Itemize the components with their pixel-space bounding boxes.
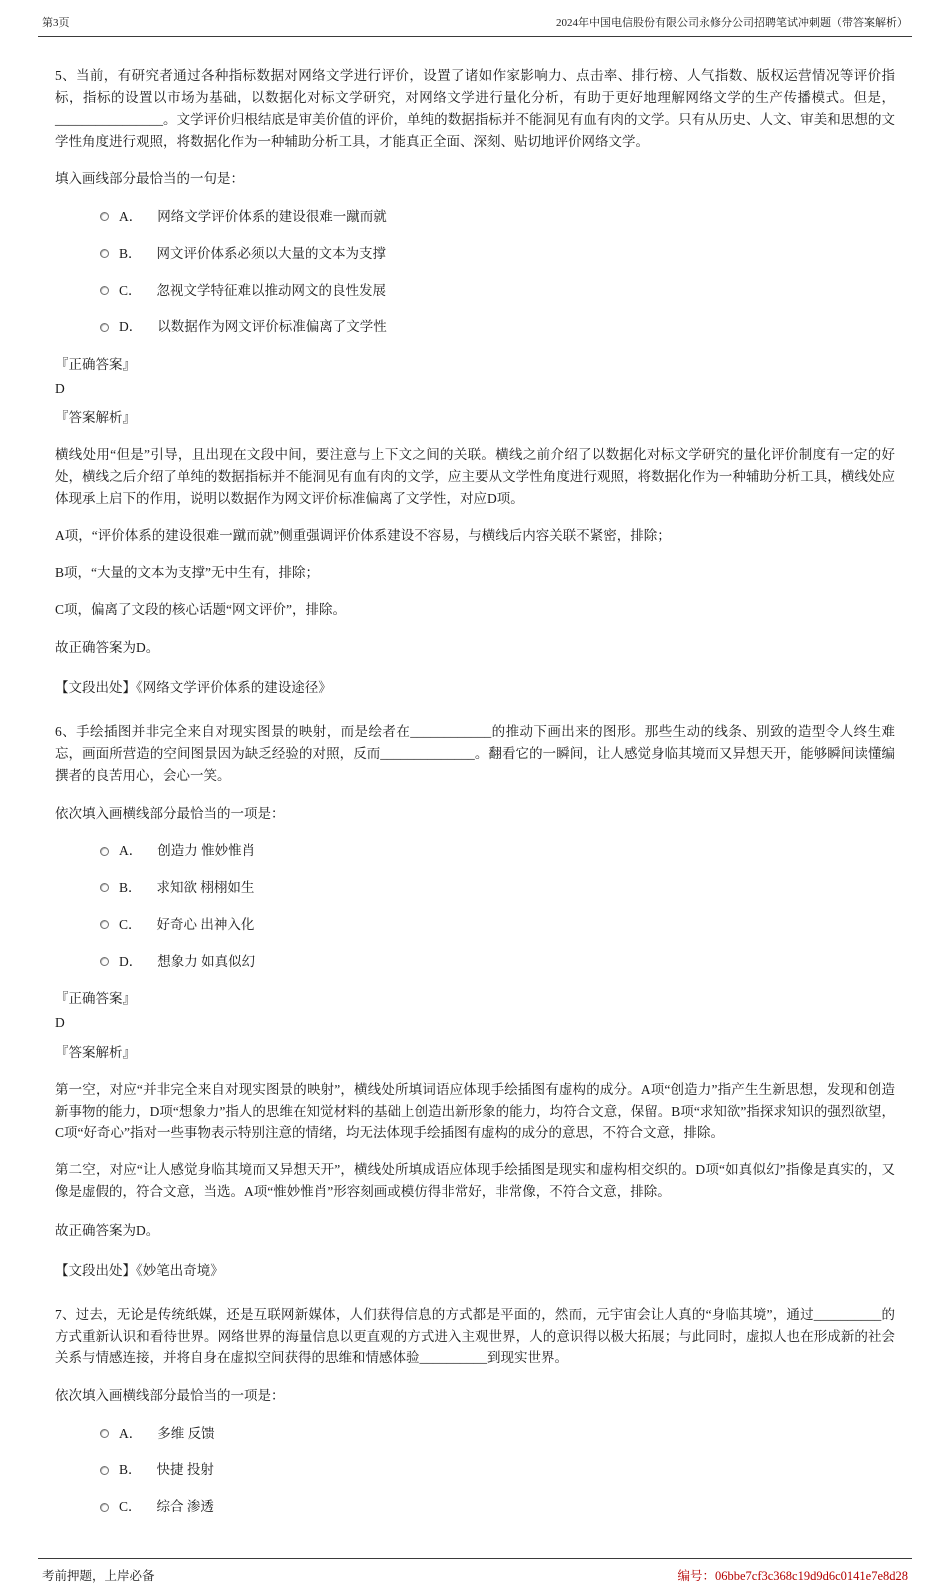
answer-label: 『正确答案』 (55, 356, 136, 372)
option-label: A． (119, 208, 143, 224)
analysis-paragraph: B项，“大量的文本为支撑”无中生有，排除； (55, 564, 319, 580)
question-prompt: 填入画线部分最恰当的一句是： (55, 171, 244, 187)
serial-number: 编号：06bbe7cf3c368c19d9d6c0141e7e8d28 (677, 1568, 908, 1583)
analysis-paragraph: C项，偏离了文段的核心话题“网文评价”，排除。 (55, 601, 346, 617)
analysis-label: 『答案解析』 (55, 410, 136, 426)
source-note: 【文段出处】《网络文学评价体系的建设途径》 (55, 680, 332, 696)
option-label: B． (119, 1462, 142, 1478)
option-c[interactable] (100, 272, 895, 309)
option-a[interactable] (100, 1415, 895, 1452)
analysis-label: 『答案解析』 (55, 1044, 136, 1060)
option-label: A． (119, 843, 143, 859)
analysis-paragraph: 第二空，对应“让人感觉身临其境而又异想天开”，横线处所填成语应体现手绘插图是现实和虚构相交织的。D项“如真似幻”指像是真实的，又像是虚假的，符合文意，当选。A项“惟妙惟肖”形容刻画或模仿得非常好，非常像，不符合文意，排除。 (55, 1162, 895, 1200)
option-b[interactable] (100, 235, 895, 272)
option-c[interactable] (100, 906, 895, 943)
option-text: 网络文学评价体系的建设很难一蹴而就 (157, 208, 387, 224)
option-label: A． (119, 1425, 143, 1441)
analysis-paragraph: 横线处用“但是”引导，且出现在文段中间，要注意与上下文之间的关联。横线之前介绍了以数据化对标文学研究的量化评价制度有一定的好处，横线之后介绍了单纯的数据指标并不能洞见有血有肉的文学，应主要从文学性角度进行观照，将数据化作为一种辅助分析工具，横线处应体现承上启下的作用，说明以数据作为网文评价标准偏离了文学性，对应D项。 (55, 447, 895, 507)
option-text: 多维 反馈 (157, 1425, 215, 1441)
question-prompt: 依次填入画横线部分最恰当的一项是： (55, 1388, 285, 1404)
page-footer (38, 1558, 912, 1596)
footer-slogan: 考前押题，上岸必备 (42, 1568, 155, 1583)
option-label: D． (119, 319, 143, 335)
page-number: 第3页 (42, 17, 70, 29)
option-b[interactable] (100, 869, 895, 906)
page-header (38, 0, 912, 37)
radio-button-icon[interactable] (100, 1429, 109, 1438)
option-text: 综合 渗透 (156, 1499, 214, 1515)
radio-button-icon[interactable] (100, 847, 109, 856)
answer-value: D (55, 1014, 65, 1030)
option-c[interactable] (100, 1489, 895, 1526)
analysis-paragraph: A项，“评价体系的建设很难一蹴而就”侧重强调评价体系建设不容易，与横线后内容关联不紧密，排除； (55, 527, 671, 543)
option-text: 快捷 投射 (156, 1462, 214, 1478)
option-a[interactable] (100, 198, 895, 235)
radio-button-icon[interactable] (100, 286, 109, 295)
radio-button-icon[interactable] (100, 1503, 109, 1512)
option-text: 创造力 惟妙惟肖 (157, 843, 256, 859)
document-content (38, 37, 912, 1558)
option-label: C． (119, 916, 142, 932)
radio-button-icon[interactable] (100, 249, 109, 258)
source-note: 【文段出处】《妙笔出奇境》 (55, 1262, 224, 1278)
answer-label: 『正确答案』 (55, 991, 136, 1007)
options-list (100, 1415, 895, 1526)
radio-button-icon[interactable] (100, 920, 109, 929)
radio-button-icon[interactable] (100, 212, 109, 221)
option-label: C． (119, 282, 142, 298)
document-title: 2024年中国电信股份有限公司永修分公司招聘笔试冲刺题（带答案解析） (556, 17, 908, 29)
question-6 (55, 721, 895, 1281)
question-prompt: 依次填入画横线部分最恰当的一项是： (55, 805, 285, 821)
conclusion: 故正确答案为D。 (55, 640, 160, 656)
option-label: B． (119, 245, 142, 261)
options-list (100, 833, 895, 980)
option-text: 好奇心 出神入化 (156, 916, 255, 932)
option-label: B． (119, 879, 142, 895)
radio-button-icon[interactable] (100, 883, 109, 892)
radio-button-icon[interactable] (100, 957, 109, 966)
answer-value: D (55, 380, 65, 396)
option-text: 以数据作为网文评价标准偏离了文学性 (157, 319, 387, 335)
option-label: C． (119, 1499, 142, 1515)
option-a[interactable] (100, 833, 895, 870)
option-d[interactable] (100, 309, 895, 346)
analysis-paragraph: 第一空，对应“并非完全来自对现实图景的映射”，横线处所填词语应体现手绘插图有虚构的成分。A项“创造力”指产生生新思想，发现和创造新事物的能力，D项“想象力”指人的思维在知觉材料的基础上创造出新形象的能力，均符合文意，保留。B项“求知欲”指探求知识的强烈欲望，C项“好奇心”指对一些事物表示特别注意的情绪，均无法体现手绘插图有虚构的成分的意思，不符合文意，排除。 (55, 1081, 895, 1141)
question-stem: 7、过去，无论是传统纸媒，还是互联网新媒体，人们获得信息的方式都是平面的，然而，元宇宙会让人真的“身临其境”，通过__________的方式重新认识和看待世界。网络世界的海量信息以更直观的方式进入主观世界，人的意识得以极大拓展；与此同时，虚拟人也在形成新的社会关系与情感连接，并将自身在虚拟空间获得的思维和情感体验__________到现实世界。 (55, 1306, 895, 1366)
option-b[interactable] (100, 1452, 895, 1489)
question-7 (55, 1304, 895, 1526)
option-text: 网文评价体系必须以大量的文本为支撑 (156, 245, 387, 261)
question-stem: 6、手绘插图并非完全来自对现实图景的映射，而是绘者在____________的推动下画出来的图形。那些生动的线条、别致的造型令人终生难忘，画面所营造的空间图景因为缺乏经验的对照，反而______________。翻看它的一瞬间，让人感觉身临其境而又异想天开，能够瞬间读懂编撰者的良苦用心，会心一笑。 (55, 724, 895, 783)
conclusion: 故正确答案为D。 (55, 1222, 160, 1238)
option-label: D． (119, 953, 143, 969)
options-list (100, 198, 895, 345)
option-text: 求知欲 栩栩如生 (156, 879, 255, 895)
radio-button-icon[interactable] (100, 1466, 109, 1475)
question-5 (55, 65, 895, 699)
question-stem: 5、当前，有研究者通过各种指标数据对网络文学进行评价，设置了诸如作家影响力、点击率、排行榜、人气指数、版权运营情况等评价指标，指标的设置以市场为基础，以数据化对标文学研究，对网络文学进行量化分析，有助于更好地理解网络文学的生产传播模式。但是，________________。文学评价归根结底是审美价值的评价，单纯的数据指标并不能洞见有血有肉的文学。只有从历史、人文、审美和思想的文学性角度进行观照，将数据化作为一种辅助分析工具，才能真正全面、深刻、贴切地评价网络文学。 (55, 68, 895, 149)
radio-button-icon[interactable] (100, 323, 109, 332)
option-text: 想象力 如真似幻 (157, 953, 256, 969)
option-text: 忽视文学特征难以推动网文的良性发展 (156, 282, 387, 298)
option-d[interactable] (100, 943, 895, 980)
